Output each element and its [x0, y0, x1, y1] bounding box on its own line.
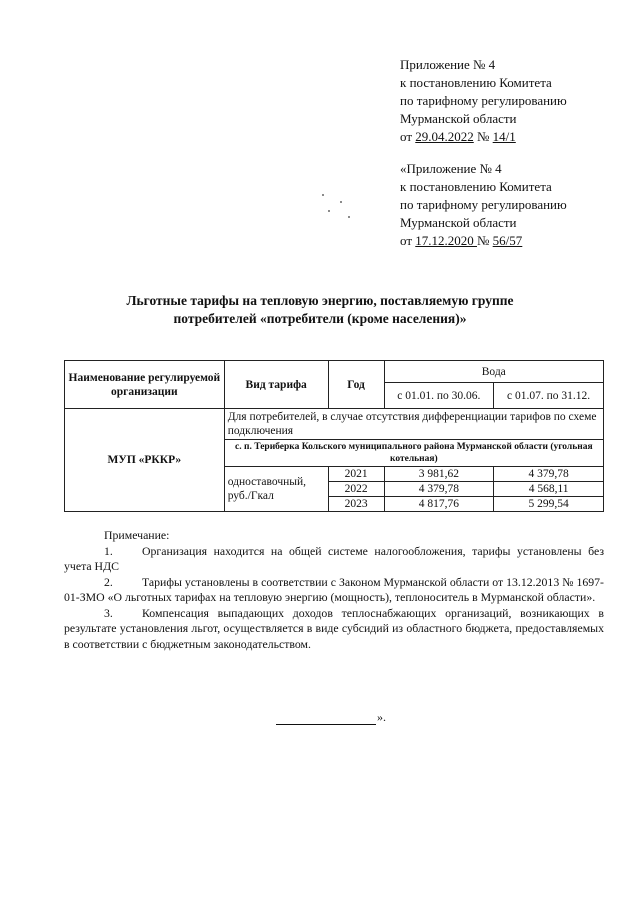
appendix-header-current — [400, 56, 567, 146]
appendix-date-line — [400, 128, 567, 146]
header-year: Год — [328, 361, 384, 409]
appendix-line: к постановлению Комитета — [400, 75, 552, 90]
tariff-table — [64, 360, 604, 512]
organization-name: МУП «РККР» — [65, 409, 225, 512]
appendix-line: к постановлению Комитета — [400, 179, 552, 194]
appendix-number: 56/57 — [492, 233, 523, 248]
appendix-date-line — [400, 232, 567, 250]
note-item — [64, 544, 604, 575]
location-text: с. п. Териберка Кольского муниципального района Мурманской области (угольная котельная) — [224, 440, 603, 467]
appendix-number: 14/1 — [492, 129, 516, 144]
appendix-line: Мурманской области — [400, 215, 517, 230]
value-cell: 3 981,62 — [384, 467, 494, 482]
tariff-kind: одноставочный, руб./Гкал — [224, 467, 328, 512]
note-item — [64, 575, 604, 606]
header-tariff-type: Вид тарифа — [224, 361, 328, 409]
value-cell: 4 379,78 — [384, 482, 494, 497]
notes-section — [64, 528, 604, 652]
value-cell: 4 379,78 — [494, 467, 604, 482]
header-period-2: с 01.07. по 31.12. — [494, 383, 604, 409]
document-title — [60, 292, 580, 328]
note-item — [64, 606, 604, 653]
closing-quote: ». — [377, 710, 386, 724]
title-line: потребителей «потребители (кроме населения)» — [173, 311, 467, 326]
value-cell: 4 568,11 — [494, 482, 604, 497]
closing-underline — [276, 712, 376, 725]
condition-text: Для потребителей, в случае отсутствия дифференциации тарифов по схеме подключения — [224, 409, 603, 440]
notes-heading: Примечание: — [104, 528, 170, 542]
note-text: Организация находится на общей системе налогообложения, тарифы установлены без учета НДС — [64, 543, 604, 573]
header-organization: Наименование регулируемой организации — [65, 361, 225, 409]
appendix-date: 17.12.2020 — [415, 233, 478, 248]
value-cell: 4 817,76 — [384, 497, 494, 512]
appendix-date: 29.04.2022 — [415, 129, 474, 144]
closing-mark — [276, 710, 386, 725]
appendix-line: по тарифному регулированию — [400, 93, 567, 108]
appendix-header-amended — [400, 160, 567, 250]
note-number: 1. — [104, 543, 113, 558]
title-line: Льготные тарифы на тепловую энергию, поставляемую группе — [126, 293, 514, 308]
number-prefix: № — [477, 233, 493, 248]
number-prefix: № — [473, 129, 493, 144]
appendix-line: «Приложение № 4 — [400, 161, 502, 176]
header-water: Вода — [384, 361, 603, 383]
year-cell: 2022 — [328, 482, 384, 497]
appendix-line: Приложение № 4 — [400, 57, 496, 72]
note-number: 3. — [104, 605, 113, 620]
appendix-line: Мурманской области — [400, 111, 517, 126]
value-cell: 5 299,54 — [494, 497, 604, 512]
appendix-line: по тарифному регулированию — [400, 197, 567, 212]
date-prefix: от — [400, 129, 416, 144]
year-cell: 2021 — [328, 467, 384, 482]
scan-specks — [318, 192, 358, 222]
note-text: Компенсация выпадающих доходов теплоснабжающих организаций, возникающих в результате установления льгот, осуществляется в виде субсидий из областного бюджета, предоставляемых в соответствии с бюджетным законодательством. — [64, 605, 604, 651]
note-number: 2. — [104, 574, 113, 589]
year-cell: 2023 — [328, 497, 384, 512]
date-prefix: от — [400, 233, 416, 248]
note-text: Тарифы установлены в соответствии с Законом Мурманской области от 13.12.2013 № 1697-01-ЗМО «О льготных тарифах на тепловую энергию (мощность), теплоноситель в Мурманской области». — [64, 574, 604, 604]
header-period-1: с 01.01. по 30.06. — [384, 383, 494, 409]
